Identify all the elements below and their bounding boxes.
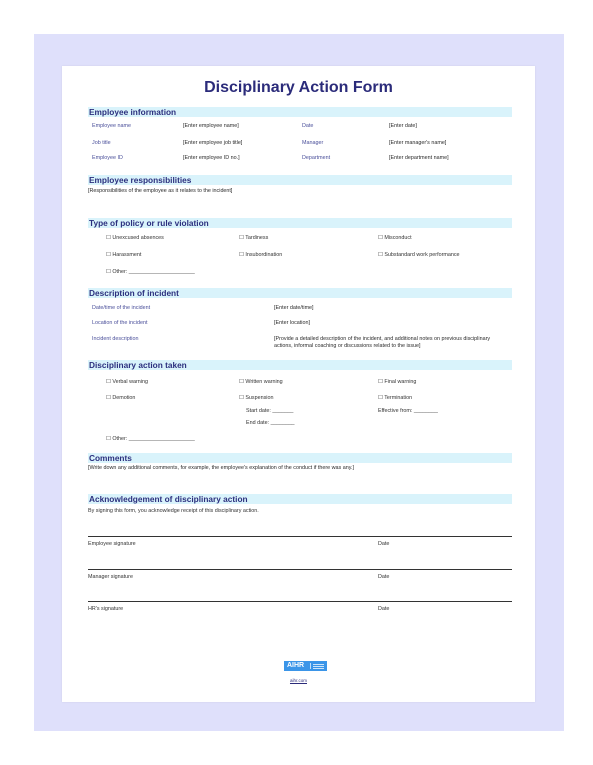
job-title-label: Job title [92,140,111,146]
checkbox-verbal-warning[interactable]: ☐ Verbal warning [106,379,148,385]
incident-description-label: Incident description [92,336,139,342]
job-title-field[interactable]: [Enter employee job title] [183,140,243,146]
logo-tagline-mark [310,663,324,669]
responsibilities-field[interactable]: [Responsibilities of the employee as it relates to the incident] [88,188,233,194]
checkbox-insubordination[interactable]: ☐ Insubordination [239,252,283,258]
checkbox-substandard-performance[interactable]: ☐ Substandard work performance [378,252,460,258]
checkbox-other-action[interactable]: ☐ Other: ______________________ [106,436,195,442]
checkbox-other-policy[interactable]: ☐ Other: ______________________ [106,269,195,275]
aihr-logo [284,661,327,671]
section-employee-information: Employee information [88,107,512,117]
employee-id-field[interactable]: [Enter employee ID no.] [183,155,240,161]
section-comments: Comments [88,453,512,463]
termination-effective-field[interactable]: Effective from: ________ [378,408,438,414]
hr-signature-label: HR's signature [88,606,124,612]
checkbox-written-warning[interactable]: ☐ Written warning [239,379,283,385]
checkbox-termination[interactable]: ☐ Termination [378,395,413,401]
suspension-end-date-field[interactable]: End date: ________ [246,420,295,426]
checkbox-demotion[interactable]: ☐ Demotion [106,395,136,401]
department-field[interactable]: [Enter department name] [389,155,449,161]
checkbox-unexcused-absences[interactable]: ☐ Unexcused absences [106,235,164,241]
department-label: Department [302,155,331,161]
employee-name-label: Employee name [92,123,131,129]
employee-name-field[interactable]: [Enter employee name] [183,123,239,129]
employee-signature-date-label: Date [378,541,390,547]
comments-field[interactable]: [Write down any additional comments, for example, the employee's explanation of the conduct if there was any.] [88,465,355,471]
manager-signature-line[interactable] [88,569,512,570]
form-title: Disciplinary Action Form [204,79,393,96]
manager-signature-label: Manager signature [88,574,133,580]
checkbox-suspension[interactable]: ☐ Suspension [239,395,274,401]
section-policy-violation: Type of policy or rule violation [88,218,512,228]
logo-text: AIHR [287,662,305,669]
checkbox-tardiness[interactable]: ☐ Tardiness [239,235,269,241]
hr-signature-date-label: Date [378,606,390,612]
suspension-start-date-field[interactable]: Start date: _______ [246,408,294,414]
date-field[interactable]: [Enter date] [389,123,417,129]
hr-signature-line[interactable] [88,601,512,602]
section-acknowledgement: Acknowledgement of disciplinary action [88,494,512,504]
employee-signature-line[interactable] [88,536,512,537]
form-document [62,66,535,702]
incident-datetime-label: Date/time of the incident [92,305,151,311]
incident-datetime-field[interactable]: [Enter date/time] [274,305,314,311]
section-disciplinary-action: Disciplinary action taken [88,360,512,370]
section-employee-responsibilities: Employee responsibilities [88,175,512,185]
acknowledgement-text: By signing this form, you acknowledge receipt of this disciplinary action. [88,508,259,514]
aihr-link[interactable]: aihr.com [289,678,307,683]
checkbox-final-warning[interactable]: ☐ Final warning [378,379,417,385]
incident-description-field[interactable]: [Provide a detailed description of the incident, and additional notes on previous disciplinary actions, informal coaching or discussions related to the issue] [274,336,491,349]
employee-signature-label: Employee signature [88,541,136,547]
date-label: Date [302,123,314,129]
manager-signature-date-label: Date [378,574,390,580]
manager-label: Manager [302,140,324,146]
section-incident-description: Description of incident [88,288,512,298]
incident-location-field[interactable]: [Enter location] [274,320,310,326]
checkbox-harassment[interactable]: ☐ Harassment [106,252,142,258]
employee-id-label: Employee ID [92,155,123,161]
incident-location-label: Location of the incident [92,320,148,326]
manager-field[interactable]: [Enter manager's name] [389,140,447,146]
checkbox-misconduct[interactable]: ☐ Misconduct [378,235,412,241]
